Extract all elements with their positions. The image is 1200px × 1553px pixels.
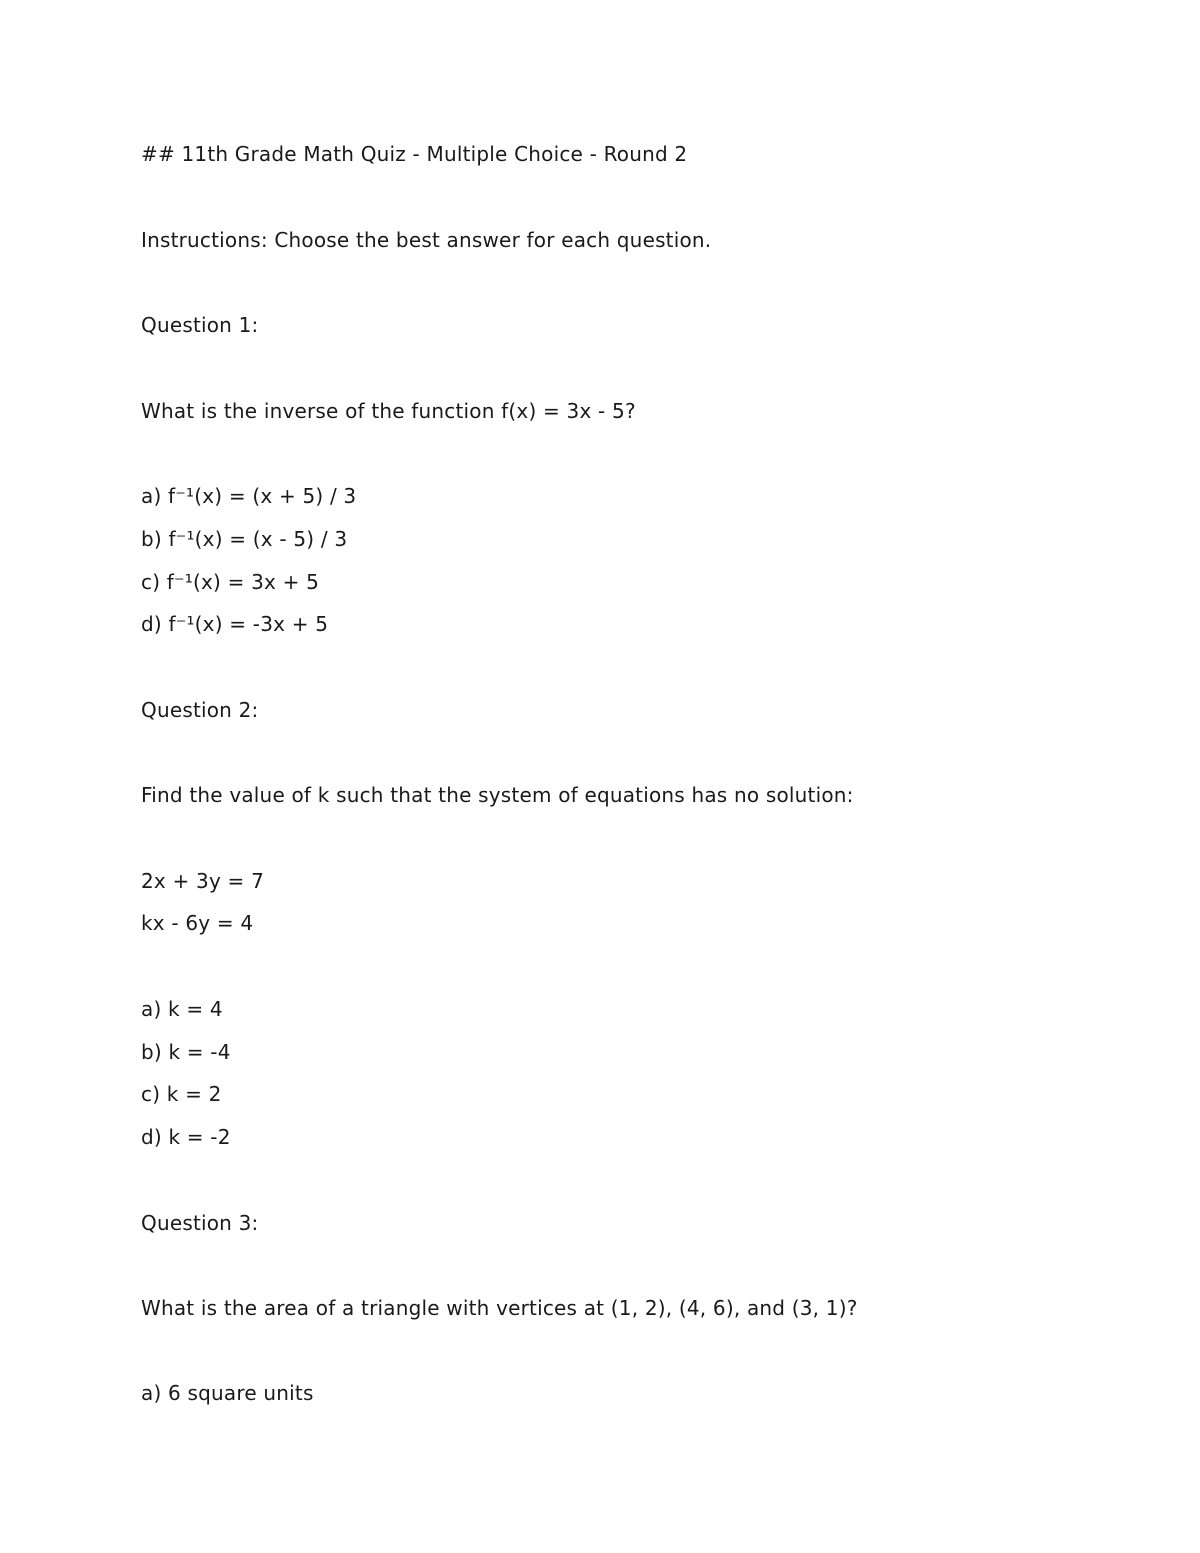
question-1-option-d: d) f⁻¹(x) = -3x + 5 (141, 612, 329, 636)
question-2-heading: Question 2: (141, 698, 259, 722)
question-3-prompt: What is the area of a triangle with vertices at (1, 2), (4, 6), and (3, 1)? (141, 1296, 858, 1320)
question-2-equation-2: kx - 6y = 4 (141, 911, 254, 935)
quiz-title: ## 11th Grade Math Quiz - Multiple Choice - Round 2 (141, 142, 688, 166)
question-3-heading: Question 3: (141, 1211, 259, 1235)
question-2-equation-1: 2x + 3y = 7 (141, 869, 264, 893)
question-1-heading: Question 1: (141, 313, 259, 337)
question-1-prompt: What is the inverse of the function f(x) = 3x - 5? (141, 399, 636, 423)
question-1-option-a: a) f⁻¹(x) = (x + 5) / 3 (141, 484, 357, 508)
question-3-option-a: a) 6 square units (141, 1381, 314, 1405)
question-1-option-b: b) f⁻¹(x) = (x - 5) / 3 (141, 527, 348, 551)
question-2-option-d: d) k = -2 (141, 1125, 231, 1149)
question-2-option-c: c) k = 2 (141, 1082, 222, 1106)
question-1-option-c: c) f⁻¹(x) = 3x + 5 (141, 570, 320, 594)
question-2-option-a: a) k = 4 (141, 997, 223, 1021)
question-2-option-b: b) k = -4 (141, 1040, 231, 1064)
question-2-prompt: Find the value of k such that the system of equations has no solution: (141, 783, 854, 807)
quiz-instructions: Instructions: Choose the best answer for each question. (141, 228, 712, 252)
